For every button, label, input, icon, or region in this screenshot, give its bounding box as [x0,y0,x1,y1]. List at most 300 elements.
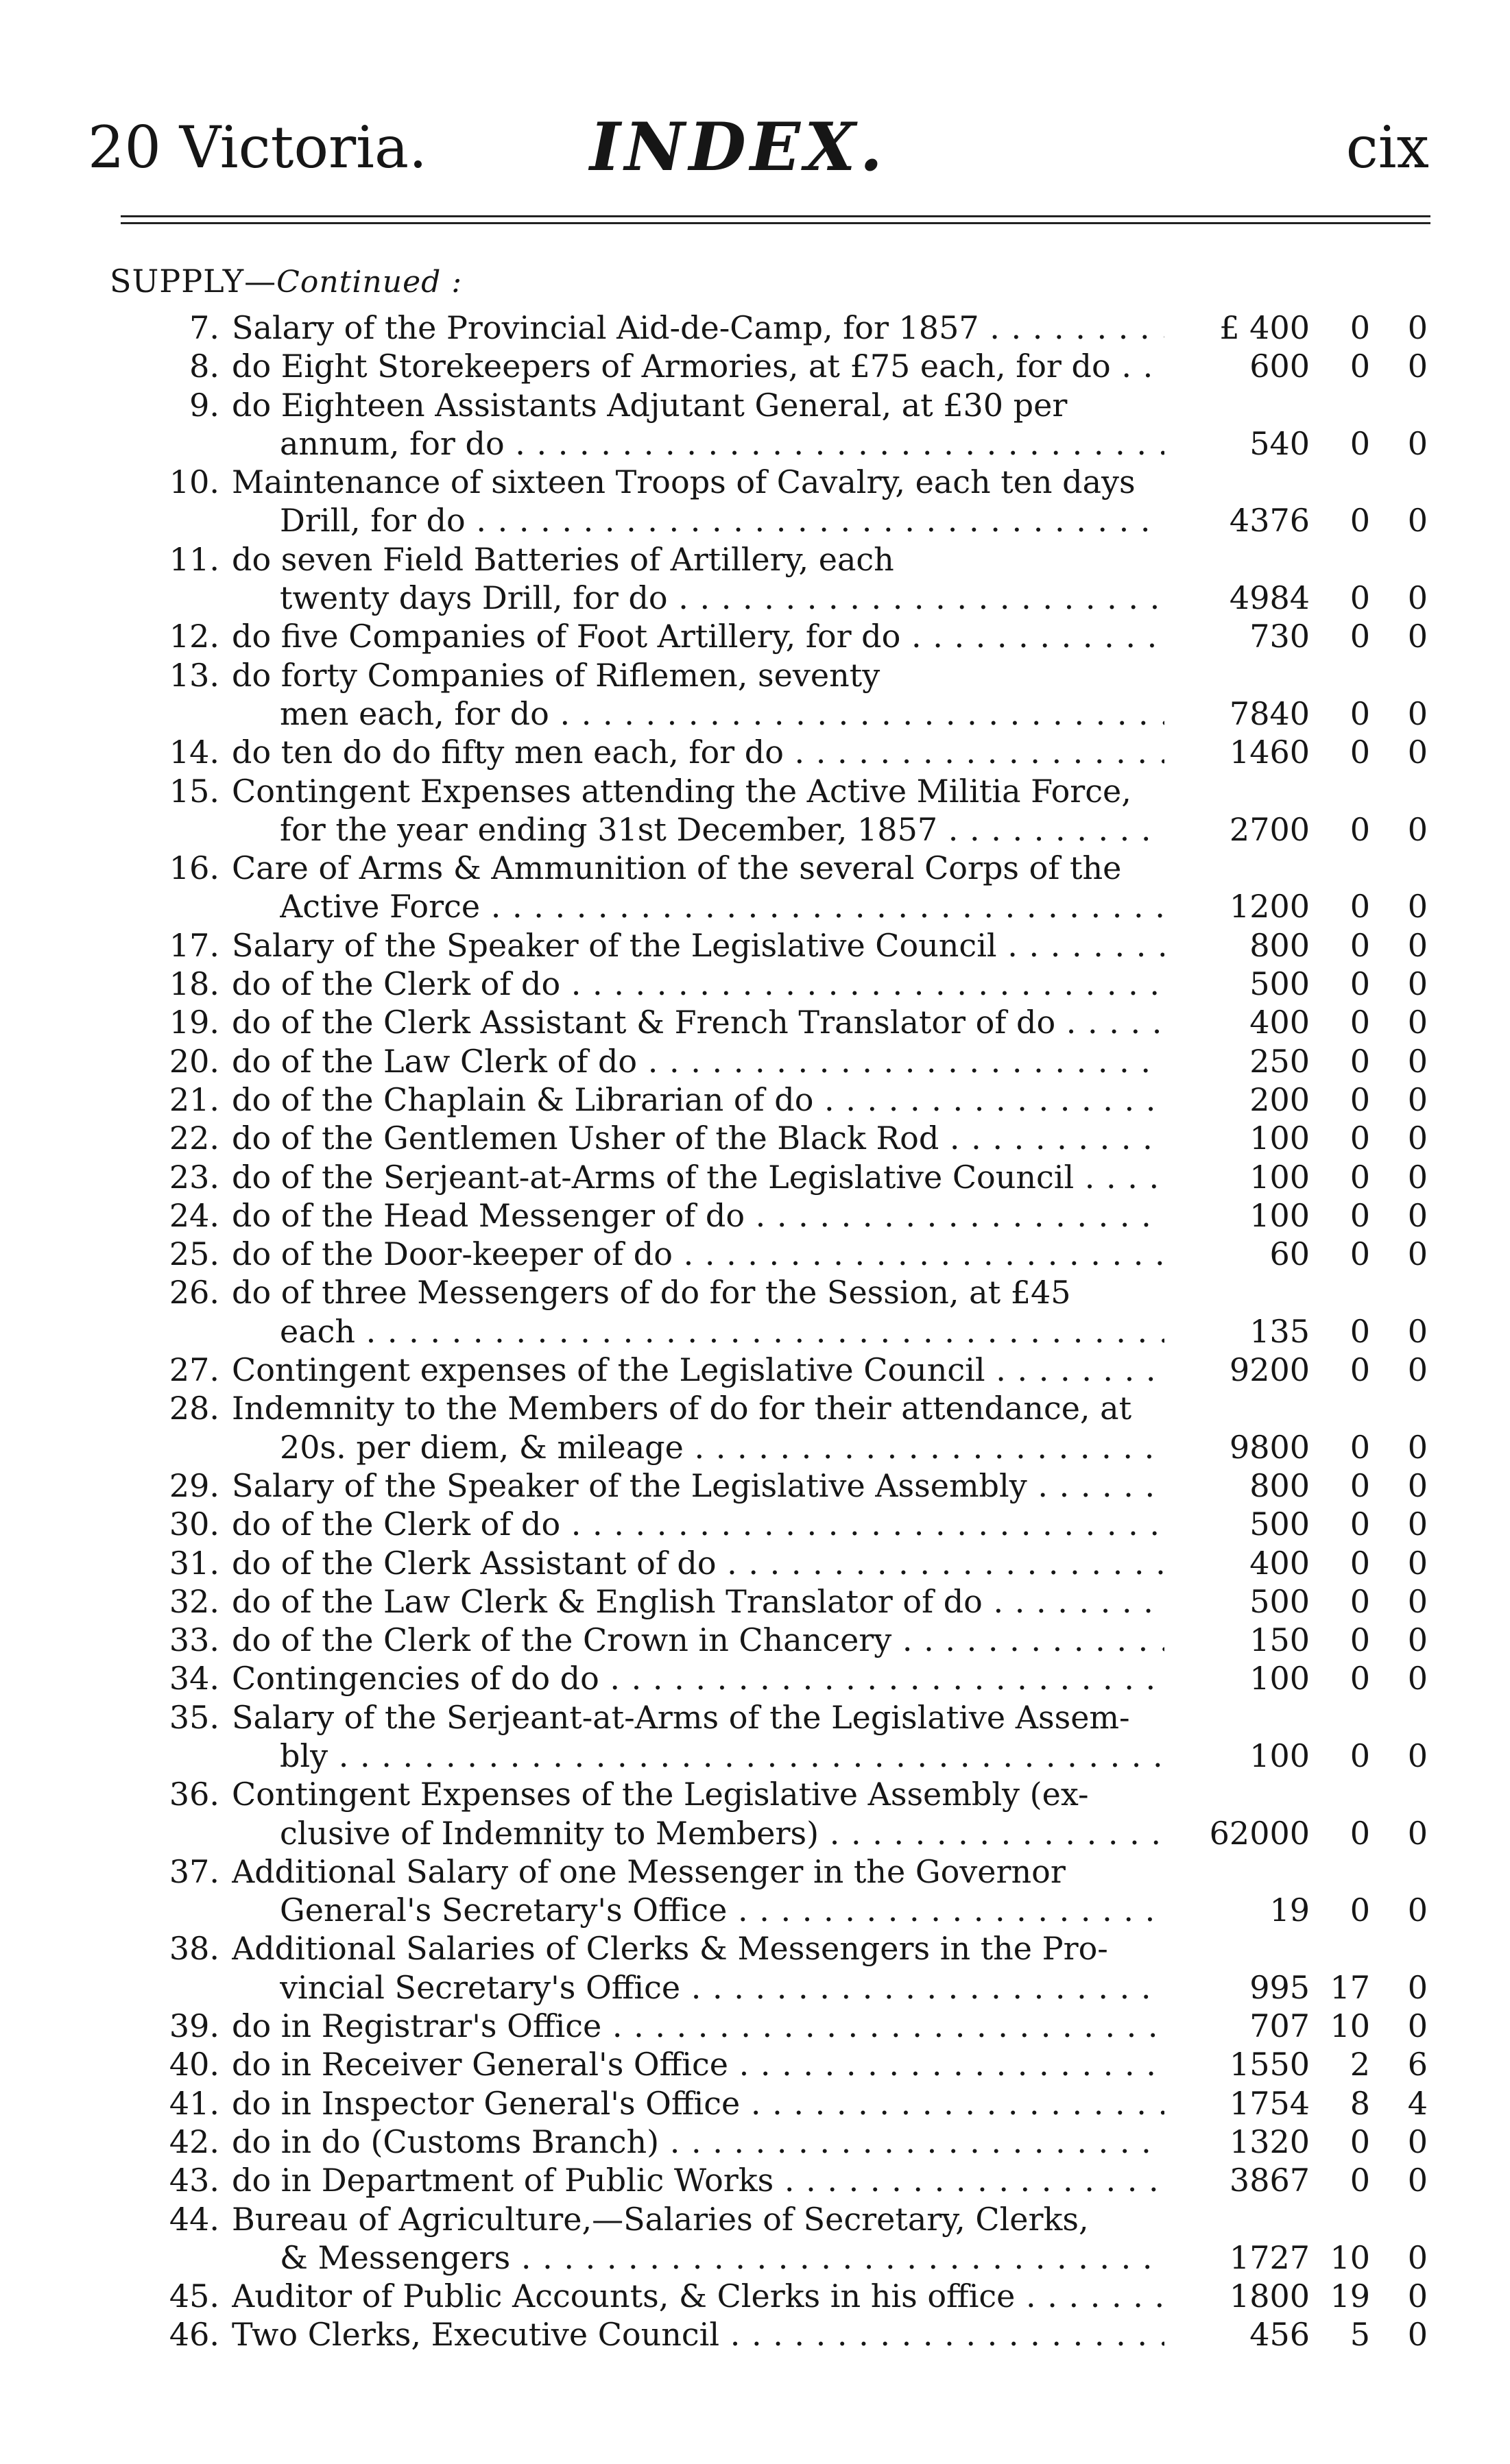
entry-number: 28. [169,1390,219,1427]
entry-description: do of the Clerk of do . . . [232,1505,1164,1543]
entry-line [0,2277,1510,2315]
entry-number: 9. [189,386,219,424]
entry-description: do of the Serjeant-at-Arms of the Legislative Council . . . [232,1158,1164,1196]
entry-number: 32. [169,1582,219,1620]
amount-shillings: 0 [1350,1660,1370,1698]
amount-pence: 0 [1407,1621,1428,1659]
entry-number: 21. [169,1080,219,1118]
entry-number: 40. [169,2046,219,2083]
supply-entry [0,463,1510,540]
amount-shillings: 5 [1350,2316,1370,2354]
entry-number: 38. [169,1930,219,1968]
entry-line [0,1852,1510,1891]
entry-line [0,1505,1510,1543]
amount-shillings: 0 [1350,1466,1370,1504]
amount-pounds: 135 [1249,1312,1310,1350]
amount-shillings: 0 [1350,502,1370,540]
entry-line [0,656,1510,694]
entry-description: men each, for do . . . [280,694,1164,733]
amount-shillings: 8 [1350,2084,1370,2122]
amount-pounds: 1754 [1229,2084,1310,2122]
amount-pounds: 1320 [1229,2123,1310,2160]
supply-entry [0,1273,1510,1351]
entry-number: 19. [169,1004,219,1041]
entry-line [0,424,1510,463]
amount-pence: 0 [1407,1660,1428,1698]
entry-number: 26. [169,1274,219,1312]
entry-line [0,1582,1510,1621]
entry-number: 41. [169,2084,219,2122]
supply-entry [0,1466,1510,1505]
supply-entry [0,1119,1510,1157]
supply-entry [0,656,1510,734]
entry-description: do of the Head Messenger of do . . . [232,1196,1164,1235]
supply-entry [0,1042,1510,1080]
amount-pounds: 1727 [1229,2238,1310,2276]
entry-line [0,501,1510,540]
entry-description: Additional Salary of one Messenger in the Governor [232,1852,1066,1890]
amount-pence: 0 [1407,1235,1428,1273]
entry-description: do ten do do fifty men each, for do . . . [232,733,1164,771]
entry-number: 20. [169,1042,219,1080]
amount-pence: 4 [1407,2084,1428,2122]
entry-description: do of the Law Clerk & English Translator of do . . . [232,1582,1164,1621]
amount-shillings: 0 [1350,348,1370,385]
entry-description: do Eighteen Assistants Adjutant General, at £30 per [232,386,1068,424]
entry-description: do in Inspector General's Office . . . [232,2084,1164,2123]
amount-shillings: 0 [1350,1351,1370,1389]
entry-line [0,1659,1510,1698]
amount-pounds: 3867 [1229,2162,1310,2199]
entry-line [0,1351,1510,1389]
entry-line [0,1891,1510,1929]
entry-line [0,463,1510,501]
amount-shillings: 0 [1350,1428,1370,1466]
supply-entry [0,2315,1510,2354]
supply-entry [0,1582,1510,1621]
supply-entry [0,926,1510,965]
entry-line [0,772,1510,810]
amount-shillings: 0 [1350,424,1370,462]
entry-description: do of the Clerk Assistant of do . . . [232,1544,1164,1582]
entry-number: 7. [189,309,219,346]
entry-line [0,347,1510,385]
entry-description: Salary of the Speaker of the Legislative Council . . . [232,926,1164,965]
entry-line [0,926,1510,965]
amount-pounds: 200 [1249,1080,1310,1118]
entry-description: Auditor of Public Accounts, & Clerks in his office . . . [232,2277,1164,2315]
supply-entry [0,965,1510,1003]
entry-description: vincial Secretary's Office . . . [280,1968,1164,2007]
supply-entry [0,617,1510,655]
amount-pounds: 4376 [1229,502,1310,540]
amount-pounds: 730 [1249,618,1310,655]
entry-line [0,1814,1510,1852]
amount-shillings: 0 [1350,1737,1370,1774]
entry-number: 34. [169,1660,219,1698]
entry-description: Contingent expenses of the Legislative Council . . . [232,1351,1164,1389]
supply-entry [0,2161,1510,2199]
entry-description: Drill, for do . . . [280,501,1164,540]
amount-shillings: 0 [1350,694,1370,732]
amount-shillings: 0 [1350,1544,1370,1582]
entry-number: 15. [169,772,219,810]
supply-entry [0,1003,1510,1041]
entry-line [0,965,1510,1003]
entry-number: 25. [169,1235,219,1273]
entry-description: Two Clerks, Executive Council . . . [232,2315,1164,2354]
entry-description: Contingencies of do do . . . [232,1659,1164,1698]
entry-description: do five Companies of Foot Artillery, for do . . . [232,617,1164,655]
entry-line [0,1042,1510,1080]
entry-description: do in Department of Public Works . . . [232,2161,1164,2199]
entry-description: Bureau of Agriculture,—Salaries of Secretary, Clerks, [232,2200,1089,2238]
amount-pounds: 19 [1269,1892,1310,1929]
header-rule-top [121,215,1430,217]
entry-description: do forty Companies of Riflemen, seventy [232,656,880,694]
entry-description: General's Secretary's Office . . . [280,1891,1164,1929]
supply-entry [0,1235,1510,1273]
amount-pounds: 400 [1249,1004,1310,1041]
entry-description: each . . . [280,1312,1164,1351]
supply-entry [0,1929,1510,2007]
entry-description: do of the Clerk of do . . . [232,965,1164,1003]
entry-description: Salary of the Provincial Aid-de-Camp, for 1857 . . . [232,309,1164,347]
amount-shillings: 17 [1330,1968,1370,2006]
amount-pence: 0 [1407,1544,1428,1582]
entry-line [0,1119,1510,1157]
entry-description: Additional Salaries of Clerks & Messengers in the Pro- [232,1930,1108,1968]
entry-line [0,1273,1510,1312]
entry-line [0,1737,1510,1775]
entry-line [0,1621,1510,1659]
supply-entry [0,2123,1510,2161]
entry-line [0,1544,1510,1582]
entry-number: 12. [169,618,219,655]
amount-pence: 0 [1407,1968,1428,2006]
header-rule-bottom [121,222,1430,224]
entry-number: 27. [169,1351,219,1389]
amount-pence: 0 [1407,694,1428,732]
entry-description: do in do (Customs Branch) . . . [232,2123,1164,2161]
supply-entry [0,540,1510,618]
supply-entry [0,2084,1510,2123]
entry-line [0,540,1510,579]
supply-entry [0,1351,1510,1389]
amount-pence: 0 [1407,1351,1428,1389]
supply-entry [0,2277,1510,2315]
amount-pounds: £ 400 [1219,309,1310,346]
entry-number: 17. [169,926,219,964]
supply-entry [0,1698,1510,1776]
entry-line [0,1158,1510,1196]
entry-number: 22. [169,1120,219,1157]
amount-shillings: 0 [1350,1814,1370,1852]
amount-pounds: 100 [1249,1158,1310,1196]
supply-entry [0,1505,1510,1543]
entry-number: 11. [169,540,219,578]
amount-shillings: 10 [1330,2238,1370,2276]
entry-description: Salary of the Speaker of the Legislative Assembly . . . [232,1466,1164,1505]
entry-line [0,1968,1510,2007]
entry-number: 37. [169,1852,219,1890]
amount-pence: 0 [1407,1466,1428,1504]
amount-shillings: 0 [1350,1120,1370,1157]
header-regnal-year: 20 Victoria. [88,114,427,181]
amount-pence: 0 [1407,1080,1428,1118]
amount-pence: 0 [1407,734,1428,771]
amount-pounds: 7840 [1229,694,1310,732]
amount-pounds: 9800 [1229,1428,1310,1466]
amount-pence: 0 [1407,1196,1428,1234]
entry-line [0,810,1510,849]
amount-pence: 0 [1407,810,1428,848]
amount-shillings: 0 [1350,2162,1370,2199]
amount-pounds: 400 [1249,1544,1310,1582]
amount-shillings: 2 [1350,2046,1370,2083]
entry-description: do of three Messengers of do for the Session, at £45 [232,1274,1071,1312]
amount-shillings: 0 [1350,888,1370,926]
amount-pounds: 100 [1249,1196,1310,1234]
supply-entry [0,772,1510,849]
amount-shillings: 0 [1350,1080,1370,1118]
amount-shillings: 0 [1350,1621,1370,1659]
amount-pounds: 600 [1249,348,1310,385]
entry-line [0,887,1510,926]
entry-line [0,694,1510,733]
amount-pounds: 707 [1249,2007,1310,2045]
amount-pounds: 250 [1249,1042,1310,1080]
entry-line [0,1775,1510,1813]
entry-line [0,2161,1510,2199]
amount-pence: 0 [1407,1428,1428,1466]
supply-entry [0,849,1510,926]
entry-description: annum, for do . . . [280,424,1164,463]
entry-description: do of the Chaplain & Librarian of do . . . [232,1080,1164,1119]
supply-entry [0,1080,1510,1119]
entry-number: 36. [169,1776,219,1813]
entry-description: twenty days Drill, for do . . . [280,579,1164,617]
amount-shillings: 0 [1350,2123,1370,2160]
entry-line [0,1312,1510,1351]
supply-entries-list [0,309,1510,2354]
entry-description: do of the Door-keeper of do . . . [232,1235,1164,1273]
supply-entry [0,309,1510,347]
entry-line [0,1389,1510,1427]
supply-entry [0,1621,1510,1659]
amount-shillings: 0 [1350,1158,1370,1196]
supply-entry [0,1659,1510,1698]
entry-description: do in Registrar's Office . . . [232,2007,1164,2045]
entry-description: Contingent Expenses of the Legislative Assembly (ex- [232,1776,1089,1813]
amount-pence: 0 [1407,1506,1428,1543]
entry-line [0,617,1510,655]
entry-number: 10. [169,463,219,501]
amount-pounds: 995 [1249,1968,1310,2006]
entry-description: do of the Clerk of the Crown in Chancery . . . [232,1621,1164,1659]
entry-description: do Eight Storekeepers of Armories, at £75 each, for do . . . [232,347,1164,385]
entry-description: Active Force . . . [280,887,1164,926]
entry-line [0,2200,1510,2238]
supply-entry [0,2007,1510,2045]
entry-number: 8. [189,348,219,385]
entry-description: 20s. per diem, & mileage . . . [280,1428,1164,1466]
amount-pence: 0 [1407,1042,1428,1080]
entry-number: 24. [169,1196,219,1234]
entry-description: Contingent Expenses attending the Active Militia Force, [232,772,1131,810]
amount-pounds: 62000 [1209,1814,1310,1852]
entry-number: 46. [169,2316,219,2354]
entry-line [0,1196,1510,1235]
entry-number: 42. [169,2123,219,2160]
section-subtitle: Continued : [276,265,463,300]
amount-pounds: 100 [1249,1660,1310,1698]
amount-shillings: 0 [1350,734,1370,771]
amount-pounds: 500 [1249,1582,1310,1620]
amount-shillings: 0 [1350,1892,1370,1929]
amount-pence: 0 [1407,2278,1428,2315]
entry-line [0,2007,1510,2045]
supply-entry [0,1775,1510,1852]
entry-number: 43. [169,2162,219,2199]
supply-entry [0,1389,1510,1466]
amount-pence: 0 [1407,424,1428,462]
entry-number: 44. [169,2200,219,2238]
amount-pounds: 540 [1249,424,1310,462]
amount-shillings: 0 [1350,309,1370,346]
entry-line [0,579,1510,617]
entry-line [0,2123,1510,2161]
entry-description: Indemnity to the Members of do for their attendance, at [232,1390,1132,1427]
amount-shillings: 0 [1350,1196,1370,1234]
supply-entry [0,1852,1510,1930]
amount-shillings: 0 [1350,618,1370,655]
entry-description: bly . . . [280,1737,1164,1775]
entry-description: Care of Arms & Ammunition of the several Corps of the [232,849,1122,887]
entry-line [0,733,1510,771]
entry-number: 30. [169,1506,219,1543]
amount-pence: 0 [1407,2162,1428,2199]
entry-number: 35. [169,1698,219,1736]
header-title: INDEX. [590,108,887,186]
amount-pence: 0 [1407,502,1428,540]
amount-pounds: 9200 [1229,1351,1310,1389]
entry-number: 16. [169,849,219,887]
amount-pence: 0 [1407,1004,1428,1041]
amount-pounds: 150 [1249,1621,1310,1659]
entry-number: 45. [169,2278,219,2315]
amount-pounds: 2700 [1229,810,1310,848]
amount-pence: 0 [1407,1582,1428,1620]
entry-description: clusive of Indemnity to Members) . . . [280,1814,1164,1852]
entry-number: 33. [169,1621,219,1659]
entry-number: 39. [169,2007,219,2045]
amount-pounds: 100 [1249,1120,1310,1157]
amount-shillings: 0 [1350,965,1370,1003]
amount-shillings: 0 [1350,1004,1370,1041]
entry-line [0,1080,1510,1119]
entry-description: do of the Gentlemen Usher of the Black Rod . . . [232,1119,1164,1157]
amount-shillings: 0 [1350,1312,1370,1350]
amount-pounds: 500 [1249,1506,1310,1543]
entry-description: do in Receiver General's Office . . . [232,2045,1164,2083]
amount-pence: 0 [1407,1814,1428,1852]
entry-description: & Messengers . . . [280,2238,1164,2277]
entry-line [0,849,1510,887]
amount-pence: 0 [1407,618,1428,655]
entry-line [0,2315,1510,2354]
amount-pence: 0 [1407,1312,1428,1350]
amount-shillings: 0 [1350,1582,1370,1620]
supply-entry [0,1196,1510,1235]
amount-pence: 0 [1407,348,1428,385]
amount-pounds: 60 [1269,1235,1310,1273]
entry-line [0,1235,1510,1273]
supply-entry [0,347,1510,385]
amount-pounds: 4984 [1229,579,1310,617]
entry-line [0,1929,1510,1968]
amount-pence: 0 [1407,2007,1428,2045]
header-page-number: cix [1345,114,1429,181]
entry-description: for the year ending 31st December, 1857 . . . [280,810,1164,849]
amount-pence: 0 [1407,926,1428,964]
amount-pence: 0 [1407,2238,1428,2276]
supply-entry [0,1158,1510,1196]
amount-pence: 0 [1407,2123,1428,2160]
amount-shillings: 10 [1330,2007,1370,2045]
amount-shillings: 0 [1350,1506,1370,1543]
entry-line [0,2238,1510,2277]
supply-entry [0,2200,1510,2278]
amount-pounds: 1460 [1229,734,1310,771]
amount-pence: 0 [1407,1158,1428,1196]
entry-description: do of the Clerk Assistant & French Translator of do . . . [232,1003,1164,1041]
amount-shillings: 0 [1350,926,1370,964]
entry-number: 31. [169,1544,219,1582]
amount-pounds: 456 [1249,2316,1310,2354]
amount-pounds: 800 [1249,926,1310,964]
amount-pence: 0 [1407,1120,1428,1157]
amount-pence: 0 [1407,1892,1428,1929]
amount-pence: 0 [1407,888,1428,926]
supply-entry [0,386,1510,463]
entry-line [0,1698,1510,1737]
amount-pounds: 100 [1249,1737,1310,1774]
entry-number: 18. [169,965,219,1003]
entry-line [0,2084,1510,2123]
section-heading [110,261,462,303]
section-title: SUPPLY— [110,263,277,300]
entry-description: Maintenance of sixteen Troops of Cavalry, each ten days [232,463,1136,501]
entry-description: do of the Law Clerk of do . . . [232,1042,1164,1080]
amount-pounds: 1800 [1229,2278,1310,2315]
amount-pence: 0 [1407,579,1428,617]
supply-entry [0,733,1510,771]
entry-number: 14. [169,734,219,771]
supply-entry [0,1544,1510,1582]
amount-shillings: 0 [1350,579,1370,617]
entry-number: 29. [169,1466,219,1504]
entry-description: do seven Field Batteries of Artillery, each [232,540,894,578]
entry-line [0,1428,1510,1466]
amount-pounds: 1200 [1229,888,1310,926]
amount-shillings: 19 [1330,2278,1370,2315]
entry-line [0,1466,1510,1505]
amount-shillings: 0 [1350,1235,1370,1273]
page-header [0,110,1510,185]
amount-pounds: 800 [1249,1466,1310,1504]
amount-pounds: 1550 [1229,2046,1310,2083]
